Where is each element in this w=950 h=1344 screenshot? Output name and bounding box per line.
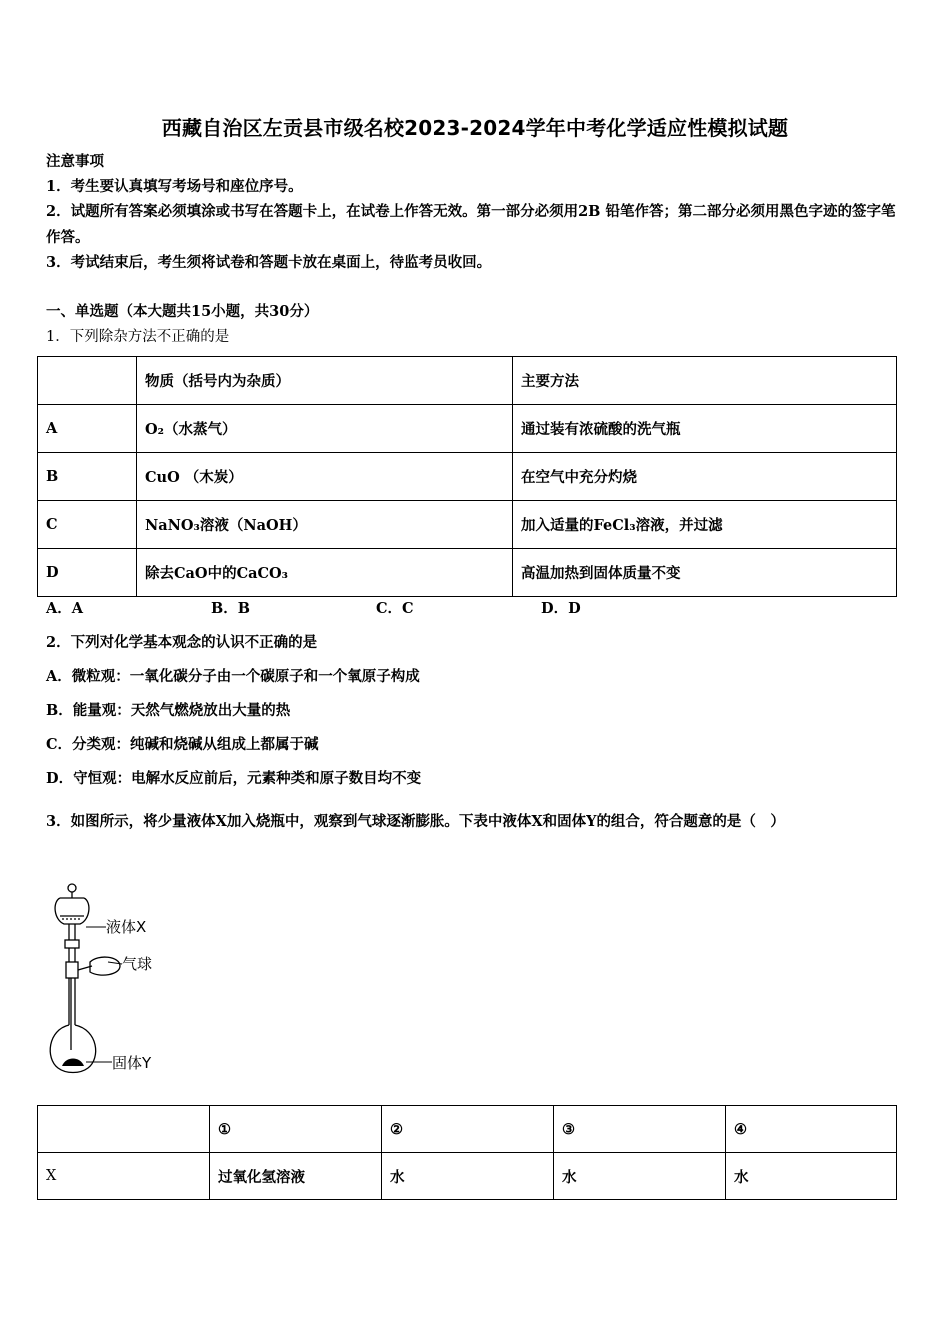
notice-item-3: 3．考试结束后，考生须将试卷和答题卡放在桌面上，待监考员收回。 — [46, 254, 492, 271]
table-header-cell: ④ — [726, 1106, 897, 1153]
table-cell: 高温加热到固体质量不变 — [513, 549, 897, 597]
table-header-row — [38, 1106, 897, 1153]
q2-option-a[interactable]: A．微粒观：一氧化碳分子由一个碳原子和一个氧原子构成 — [46, 668, 420, 685]
q1-stem: 1．下列除杂方法不正确的是 — [46, 329, 230, 345]
q1-options — [46, 599, 746, 619]
table-header-cell: ③ — [554, 1106, 726, 1153]
table-header-cell: 主要方法 — [513, 357, 897, 405]
table-cell: 水 — [554, 1153, 726, 1200]
table-cell: 在空气中充分灼烧 — [513, 453, 897, 501]
table-header-cell: ① — [210, 1106, 382, 1153]
notice-heading: 注意事项 — [46, 153, 104, 170]
table-row — [38, 1153, 897, 1200]
apparatus-figure — [40, 880, 180, 1080]
q2-option-d[interactable]: D．守恒观：电解水反应前后，元素种类和原子数目均不变 — [46, 770, 422, 787]
table-cell: 过氧化氢溶液 — [210, 1153, 382, 1200]
solid-y-icon — [62, 1059, 84, 1067]
label-balloon: 气球 — [122, 955, 153, 973]
flask-apparatus-icon — [50, 884, 120, 1073]
q1-option-b[interactable]: B．B — [211, 600, 251, 617]
label-liquid-x: 液体X — [106, 918, 147, 936]
page-title: 西藏自治区左贡县市级名校2023-2024学年中考化学适应性模拟试题 — [161, 116, 789, 140]
q2-option-b[interactable]: B．能量观：天然气燃烧放出大量的热 — [46, 702, 291, 719]
q3-stem: 3．如图所示，将少量液体X加入烧瓶中，观察到气球逐渐膨胀。下表中液体X和固体Y的组合，符合题意的是（ ） — [46, 813, 785, 830]
table-header-cell: ② — [382, 1106, 554, 1153]
table-cell: C — [38, 501, 137, 549]
q1-option-a[interactable]: A．A — [46, 600, 84, 617]
table-cell: X — [38, 1153, 210, 1200]
table-cell: 加入适量的FeCl₃溶液，并过滤 — [513, 501, 897, 549]
q1-table — [37, 356, 897, 597]
table-header-cell — [38, 1106, 210, 1153]
table-row — [38, 453, 897, 501]
q2-stem: 2．下列对化学基本观念的认识不正确的是 — [46, 634, 318, 651]
section-heading: 一、单选题（本大题共15小题，共30分） — [46, 303, 319, 320]
table-cell: O₂（水蒸气） — [137, 405, 513, 453]
q1-option-c[interactable]: C．C — [376, 600, 414, 617]
q3-table — [37, 1105, 897, 1200]
table-cell: B — [38, 453, 137, 501]
notice-item-2: 2．试题所有答案必须填涂或书写在答题卡上，在试卷上作答无效。第一部分必须用2B 铅笔作答；第二部分必须用黑色字迹的签字笔作答。 — [46, 203, 896, 246]
table-cell: 水 — [726, 1153, 897, 1200]
table-row — [38, 549, 897, 597]
label-solid-y: 固体Y — [112, 1054, 152, 1072]
table-cell: 通过装有浓硫酸的洗气瓶 — [513, 405, 897, 453]
q2-option-c[interactable]: C．分类观：纯碱和烧碱从组成上都属于碱 — [46, 736, 319, 753]
table-row — [38, 501, 897, 549]
q1-option-d[interactable]: D．D — [541, 600, 581, 617]
table-cell: D — [38, 549, 137, 597]
table-cell: 除去CaO中的CaCO₃ — [137, 549, 513, 597]
notice-item-1: 1．考生要认真填写考场号和座位序号。 — [46, 178, 303, 195]
table-header-cell — [38, 357, 137, 405]
table-cell: A — [38, 405, 137, 453]
table-cell: 水 — [382, 1153, 554, 1200]
table-cell: CuO （木炭） — [137, 453, 513, 501]
table-header-row — [38, 357, 897, 405]
table-header-cell: 物质（括号内为杂质） — [137, 357, 513, 405]
table-row — [38, 405, 897, 453]
table-cell: NaNO₃溶液（NaOH） — [137, 501, 513, 549]
